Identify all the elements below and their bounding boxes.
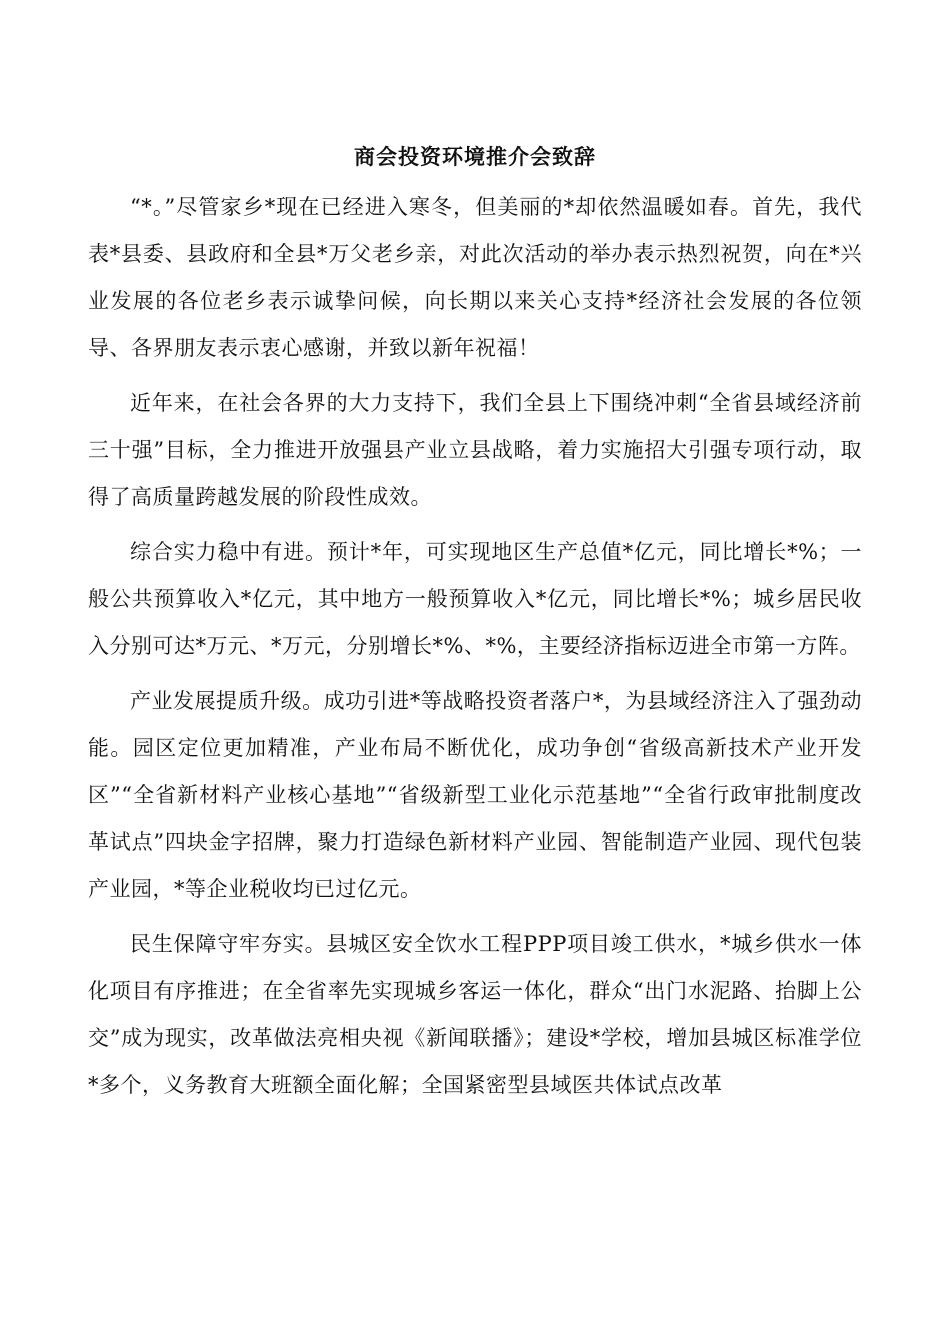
paragraph-overview: 近年来，在社会各界的大力支持下，我们全县上下围绕冲刺“全省县域经济前三十强”目标，全力推进开放强县产业立县战略，着力实施招大引强专项行动，取得了高质量跨越发展的阶段性成效。	[88, 391, 862, 509]
paragraph-economic-strength: 综合实力稳中有进。预计*年，可实现地区生产总值*亿元，同比增长*%；一般公共预算收入*亿元，其中地方一般预算收入*亿元，同比增长*%；城乡居民收入分别可达*万元、*万元，分别增长*%、*%，主要经济指标迈进全市第一方阵。	[88, 540, 862, 658]
paragraph-livelihood: 民生保障守牢夯实。县城区安全饮水工程PPP项目竣工供水，*城乡供水一体化项目有序推进；在全省率先实现城乡客运一体化，群众“出门水泥路、抬脚上公交”成为现实，改革做法亮相央视《新闻联播》；建设*学校，增加县城区标准学位*多个，义务教育大班额全面化解；全国紧密型县域医共体试点改革	[88, 932, 862, 1097]
document-title: 商会投资环境推介会致辞	[354, 144, 596, 169]
document-page	[88, 142, 862, 1117]
paragraph-industry-development: 产业发展提质升级。成功引进*等战略投资者落户*，为县域经济注入了强劲动能。园区定位更加精准，产业布局不断优化，成功争创“省级高新技术产业开发区”“全省新材料产业核心基地”“省级新型工业化示范基地”“全省行政审批制度改革试点”四块金字招牌，聚力打造绿色新材料产业园、智能制造产业园、现代包装产业园，*等企业税收均已过亿元。	[88, 689, 862, 901]
paragraph-greeting: “*。”尽管家乡*现在已经进入寒冬，但美丽的*却依然温暖如春。首先，我代表*县委、县政府和全县*万父老乡亲，对此次活动的举办表示热烈祝贺，向在*兴业发展的各位老乡表示诚挚问候，向长期以来关心支持*经济社会发展的各位领导、各界朋友表示衷心感谢，并致以新年祝福！	[88, 195, 862, 360]
